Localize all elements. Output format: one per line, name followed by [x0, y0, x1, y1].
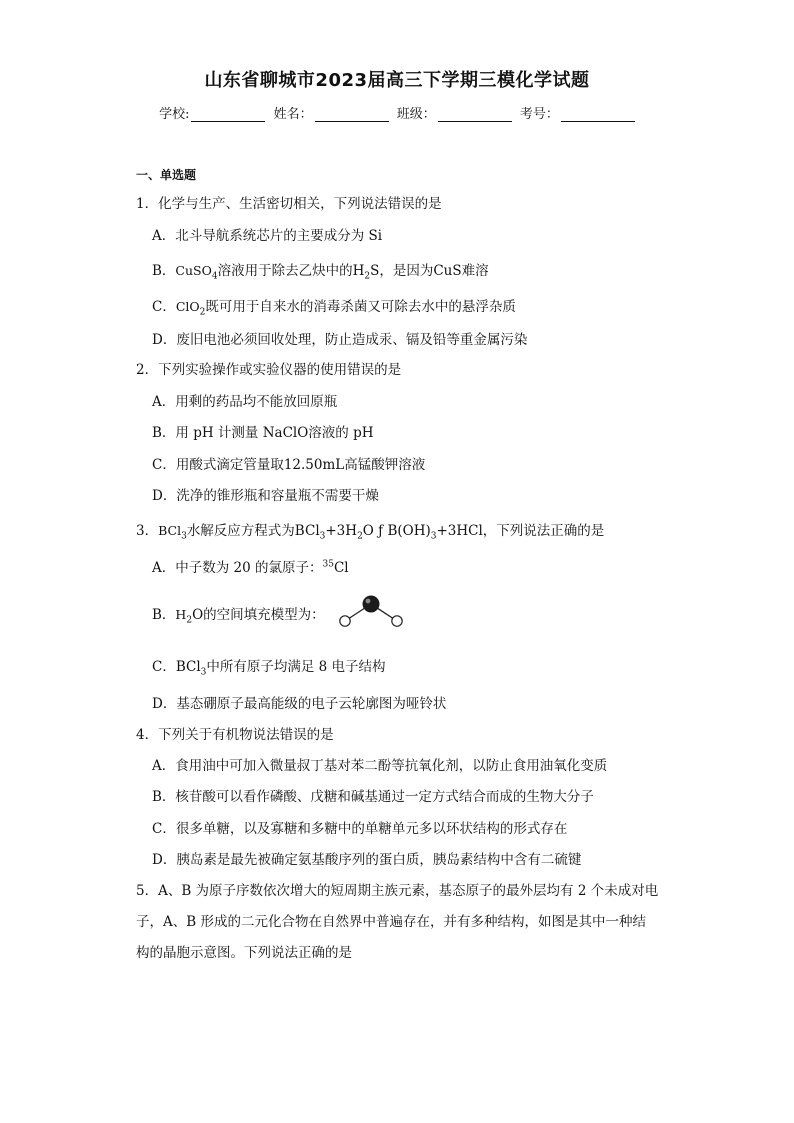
q1-b-chem: CuSO	[175, 263, 212, 278]
q3-a-sup: 35	[322, 559, 334, 570]
q4-option-d[interactable]: D．胰岛素是最先被确定氨基酸序列的蛋白质，胰岛素结构中含有二硫键	[152, 852, 582, 868]
q1-b-prefix: B．	[152, 263, 176, 279]
q3-option-d[interactable]: D．基态硼原子最高能级的电子云轮廓图为哑铃状	[152, 696, 447, 712]
q3-c-rest: 中所有原子均满足 8 电子结构	[206, 659, 386, 675]
q2-option-b[interactable]: B．用 pH 计测量 NaClO溶液的 pH	[152, 425, 374, 441]
class-label: 班级：	[396, 107, 436, 122]
exam-no-label: 考号：	[519, 107, 559, 122]
page-title: 山东省聊城市2023届高三下学期三模化学试题	[204, 70, 590, 91]
q3-a-element: Cl	[333, 560, 349, 576]
q3-a-prefix: A．中子数为 20 的氯原子：	[152, 560, 323, 576]
q3-b-rest: O的空间填充模型为：	[192, 607, 325, 623]
q3-option-c[interactable]	[152, 655, 386, 678]
section-heading: 一、单选题	[136, 168, 197, 182]
q3-b-sub: 2	[186, 615, 193, 626]
q1-c-prefix: C．	[152, 299, 176, 315]
q1-stem: 1．化学与生产、生活密切相关，下列说法错误的是	[136, 196, 442, 212]
q1-b-sub: 4	[211, 271, 218, 282]
q2-option-c[interactable]: C．用酸式滴定管量取12.50mL高锰酸钾溶液	[152, 457, 426, 473]
q4-stem: 4．下列关于有机物说法错误的是	[136, 727, 334, 743]
school-field[interactable]	[159, 103, 265, 122]
q4-option-a[interactable]: A．食用油中可加入微量叔丁基对苯二酚等抗氧化剂，以防止食用油氧化变质	[152, 758, 608, 774]
q5-stem-line-2: 子，A、B 形成的二元化合物在自然界中普遍存在，并有多种结构，如图是其中一种结	[136, 914, 646, 930]
q1-option-c[interactable]	[152, 295, 516, 318]
q3-stem-prefix: 3．	[136, 523, 159, 539]
q2-stem: 2．下列实验操作或实验仪器的使用错误的是	[136, 362, 402, 378]
q5-stem-line-3: 构的晶胞示意图。下列说法正确的是	[136, 945, 352, 961]
q3-b-chem: H	[175, 607, 187, 622]
q3-stem-sub1: 3	[181, 531, 187, 542]
school-label: 学校:	[159, 107, 190, 122]
q4-option-b[interactable]: B．核苷酸可以看作磷酸、戊糖和碱基通过一定方式结合而成的生物大分子	[152, 789, 594, 805]
q3-c-prefix: C．BCl	[152, 659, 201, 675]
exam-no-field[interactable]	[520, 103, 635, 122]
q3-stem-sub2: 3	[319, 531, 326, 542]
school-blank[interactable]	[191, 108, 265, 122]
q3-c-sub: 3	[200, 667, 207, 678]
q3-option-a[interactable]	[152, 556, 349, 576]
exam-no-blank[interactable]	[561, 108, 635, 122]
q3-stem-eq2: O ƒ B(OH)	[362, 523, 431, 539]
q1-option-d[interactable]: D．废旧电池必须回收处理，防止造成汞、镉及铅等重金属污染	[152, 332, 528, 348]
student-info-row	[0, 103, 794, 122]
q3-stem-chem1: BCl	[158, 523, 182, 538]
q3-stem-sub3: 2	[357, 531, 363, 542]
q1-option-b[interactable]	[152, 259, 489, 282]
q3-b-prefix: B．	[152, 607, 176, 623]
q1-c-sub: 2	[199, 307, 206, 318]
q1-c-rest: 既可用于自来水的消毒杀菌又可除去水中的悬浮杂质	[205, 299, 516, 315]
class-field[interactable]	[397, 103, 512, 122]
q2-option-a[interactable]: A．用剩的药品均不能放回原瓶	[152, 394, 338, 410]
q1-b-mid2: S，是因为CuS难溶	[370, 263, 489, 279]
q3-stem-sub4: 3	[430, 531, 437, 542]
q1-c-chem: ClO	[175, 299, 200, 314]
class-blank[interactable]	[438, 108, 512, 122]
q1-b-sub2: 2	[364, 271, 371, 282]
q3-stem-eq: +3H	[325, 523, 358, 539]
q4-option-c[interactable]: C．很多单糖，以及寡糖和多糖中的单糖单元多以环状结构的形式存在	[152, 821, 568, 837]
q3-stem	[136, 519, 604, 542]
name-label: 姓名：	[273, 107, 313, 122]
name-field[interactable]	[274, 103, 389, 122]
q1-option-a[interactable]: A．北斗导航系统芯片的主要成分为 Si	[152, 228, 383, 244]
q5-stem-line-1: 5．A、B 为原子序数依次增大的短周期主族元素，基态原子的最外层均有 2 个未成对电	[136, 883, 659, 899]
name-blank[interactable]	[315, 108, 389, 122]
q3-stem-eq3: +3HCl，下列说法正确的是	[436, 523, 605, 539]
q1-b-mid: 溶液用于除去乙炔中的H	[217, 263, 365, 279]
q3-option-b[interactable]	[152, 603, 325, 626]
water-space-filling-model-icon	[336, 592, 406, 632]
q3-stem-mid: 水解反应方程式为BCl	[186, 523, 320, 539]
q2-option-d[interactable]: D．洗净的锥形瓶和容量瓶不需要干燥	[152, 488, 379, 504]
